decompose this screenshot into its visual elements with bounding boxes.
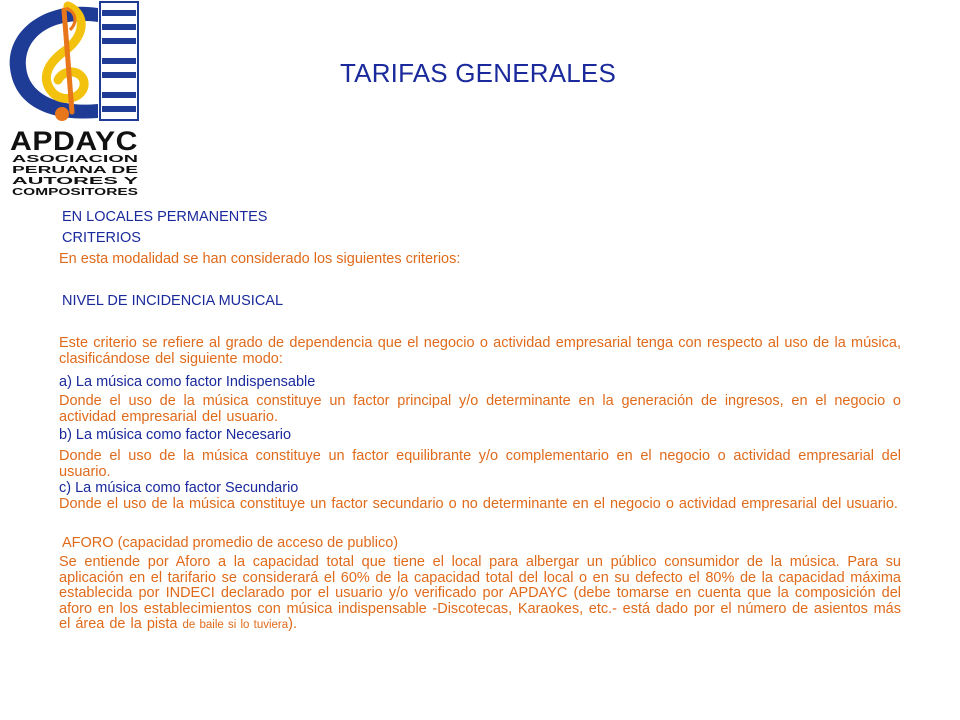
intro-text: En esta modalidad se han considerado los siguientes criterios: <box>59 251 461 267</box>
apdayc-logo <box>6 0 140 198</box>
logo-subtitle-line-2: PERUANA DE <box>12 165 139 176</box>
aforo-description <box>59 555 901 634</box>
factor-b-description: Donde el uso de la música constituye un factor equilibrante y/o complementario en el negocio o actividad empresarial del usuario. <box>59 448 901 480</box>
logo-name: APDAYC <box>10 126 138 156</box>
nivel-description: Este criterio se refiere al grado de dependencia que el negocio o actividad empresarial tenga con respecto al uso de la música, clasificándose del siguiente modo: <box>59 335 901 367</box>
logo-graphic <box>6 0 140 198</box>
factor-c-title: c) La música como factor Secundario <box>59 480 299 496</box>
aforo-description-end: ). <box>288 616 298 632</box>
factor-a-description: Donde el uso de la música constituye un factor principal y/o determinante en la generación de ingresos, en el negocio o actividad empresarial del usuario. <box>59 393 901 425</box>
logo-subtitle-line-1: ASOCIACION <box>12 154 138 165</box>
logo-subtitle-line-4: COMPOSITORES <box>12 187 139 198</box>
factor-a-title: a) La música como factor Indispensable <box>59 374 316 390</box>
logo-subtitle-line-3: AUTORES Y <box>12 176 139 187</box>
aforo-description-tail: de baile si lo tuviera <box>182 619 289 631</box>
heading-aforo: AFORO (capacidad promedio de acceso de publico) <box>62 535 399 551</box>
aforo-description-main: Se entiende por Aforo a la capacidad total que tiene el local para albergar un público consumidor de la música. Para su aplicación en el tarifario se considerará el 60% de la capacidad total del local o en su defecto el 80% de la capacidad máxima establecida por INDECI declarado por el usuario y/o verificado por APDAYC (debe tomarse en cuenta que la composición del aforo en los establecimientos con música indispensable -Discotecas, Karaokes, etc.- está dado por el número de asientos más el área de la pista <box>59 554 901 632</box>
section-heading-criterios: CRITERIOS <box>62 230 141 246</box>
factor-b-title: b) La música como factor Necesario <box>59 427 292 443</box>
page-title: TARIFAS GENERALES <box>340 58 616 88</box>
heading-nivel-incidencia: NIVEL DE INCIDENCIA MUSICAL <box>62 293 284 309</box>
piano-keys-icon <box>100 2 138 120</box>
section-heading-locales: EN LOCALES PERMANENTES <box>62 209 268 225</box>
factor-c-description: Donde el uso de la música constituye un factor secundario o no determinante en el negocio o actividad empresarial del usuario. <box>59 496 898 512</box>
